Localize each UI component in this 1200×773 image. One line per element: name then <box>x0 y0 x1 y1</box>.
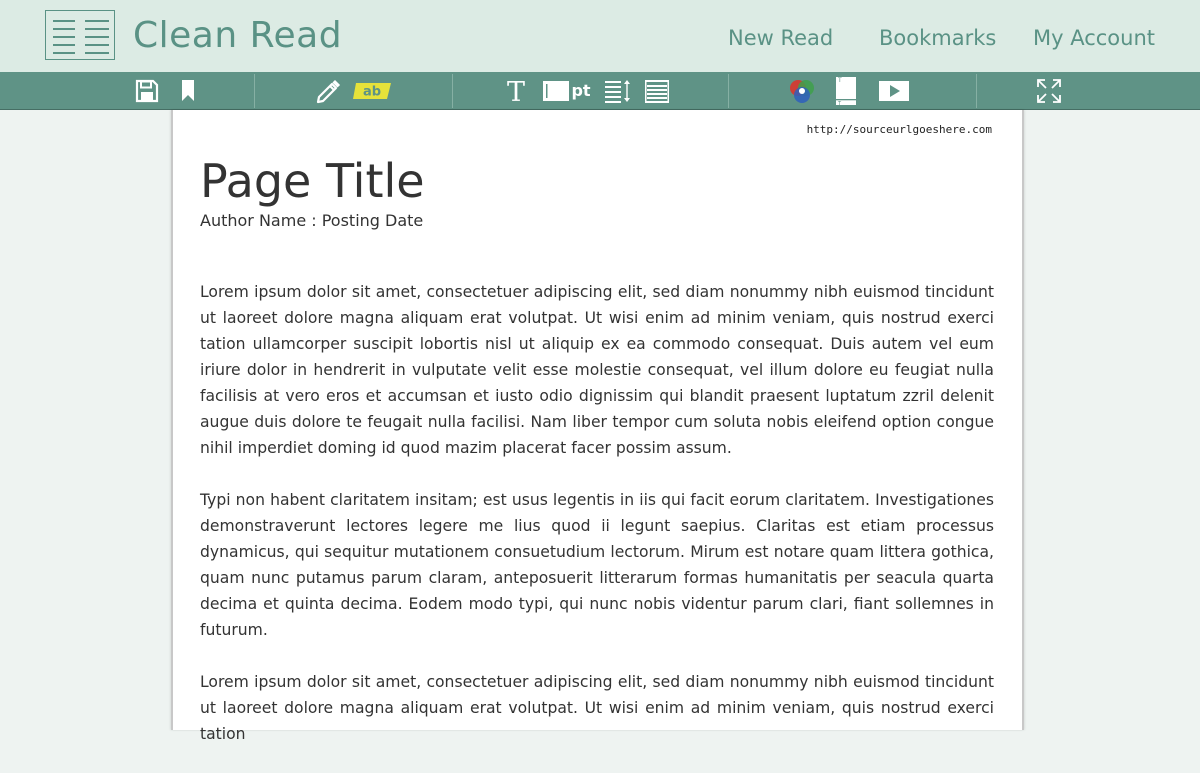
bookmark-button[interactable] <box>178 72 198 109</box>
author-byline: Author Name : Posting Date <box>200 211 424 230</box>
article-paragraph: Lorem ipsum dolor sit amet, consectetuer adipiscing elit, sed diam nonummy nibh euismod tincidunt ut laoreet dolore magna aliquam erat volutpat. Ut wisi enim ad minim veniam, quis nostrud exerci tation <box>200 673 994 743</box>
app-title[interactable]: Clean Read <box>133 15 343 56</box>
video-icon <box>878 80 910 102</box>
toolbar-divider <box>976 74 977 108</box>
nav-bookmarks[interactable]: Bookmarks <box>879 26 997 50</box>
font-icon <box>505 78 527 104</box>
nav-my-account[interactable]: My Account <box>1033 26 1156 50</box>
highlight-icon <box>352 81 392 101</box>
svg-text:T: T <box>838 100 842 106</box>
annotate-button[interactable] <box>313 72 343 109</box>
bookmark-icon <box>181 79 195 103</box>
line-height-button[interactable] <box>603 72 631 109</box>
page-layout-button[interactable] <box>833 72 859 109</box>
font-family-button[interactable] <box>503 72 529 109</box>
column-width-button[interactable] <box>643 72 671 109</box>
color-theme-button[interactable] <box>787 72 817 109</box>
page-title: Page Title <box>200 154 425 208</box>
fullscreen-icon <box>1036 78 1062 104</box>
page-layout-icon <box>834 76 858 106</box>
svg-text:T: T <box>838 76 842 84</box>
color-theme-icon <box>788 77 816 105</box>
toolbar-divider <box>452 74 453 108</box>
save-button[interactable] <box>133 72 161 109</box>
reader-toolbar <box>0 72 1200 110</box>
column-width-icon <box>644 78 670 104</box>
toolbar-divider <box>254 74 255 108</box>
toolbar-divider <box>728 74 729 108</box>
video-button[interactable] <box>878 72 910 109</box>
app-header <box>0 0 1200 72</box>
article-paragraph: Typi non habent claritatem insitam; est usus legentis in iis qui facit eorum claritatem. Investigationes demonstraverunt lectores legere me lius quod ii legunt saepius. Claritas est etiam processus dynamicus, qui sequitur mutationem consuetudium lectorum. Mirum est notare quam littera gothica, quam nunc putamus parum claram, anteposuerit litterarum formas humanitatis per seacula quarta decima et quinta decima. Eodem modo typi, qui nunc nobis videntur parum clari, fiant sollemnes in futurum. <box>200 491 994 639</box>
source-url-link[interactable]: http://sourceurlgoeshere.com <box>806 123 992 136</box>
article-body <box>200 279 994 773</box>
article-paragraph: Lorem ipsum dolor sit amet, consectetuer adipiscing elit, sed diam nonummy nibh euismod tincidunt ut laoreet dolore magna aliquam erat volutpat. Ut wisi enim ad minim veniam, quis nostrud exerci tation ullamcorper suscipit lobortis nisl ut aliquip ex ea commodo consequat. Duis autem vel eum iriure dolor in hendrerit in vulputate velit esse molestie consequat, vel illum dolore eu feugiat nulla facilisis at vero eros et accumsan et iusto odio dignissim qui blandit praesent luptatum zzril delenit augue duis dolore te feugait nulla facilisi. Nam liber tempor cum soluta nobis eleifend option congue nihil imperdiet doming id quod mazim placerat facer possim assum. <box>200 283 994 457</box>
highlight-label: ab <box>362 84 382 99</box>
pencil-icon <box>315 78 341 104</box>
nav-new-read[interactable]: New Read <box>728 26 834 50</box>
save-icon <box>135 79 159 103</box>
line-height-icon <box>603 78 631 104</box>
reader-page <box>171 110 1024 743</box>
highlight-button[interactable] <box>351 72 393 109</box>
fullscreen-button[interactable] <box>1035 72 1063 109</box>
font-size-unit: pt <box>571 81 591 100</box>
logo-icon[interactable] <box>45 10 115 60</box>
svg-text:T: T <box>506 77 526 104</box>
